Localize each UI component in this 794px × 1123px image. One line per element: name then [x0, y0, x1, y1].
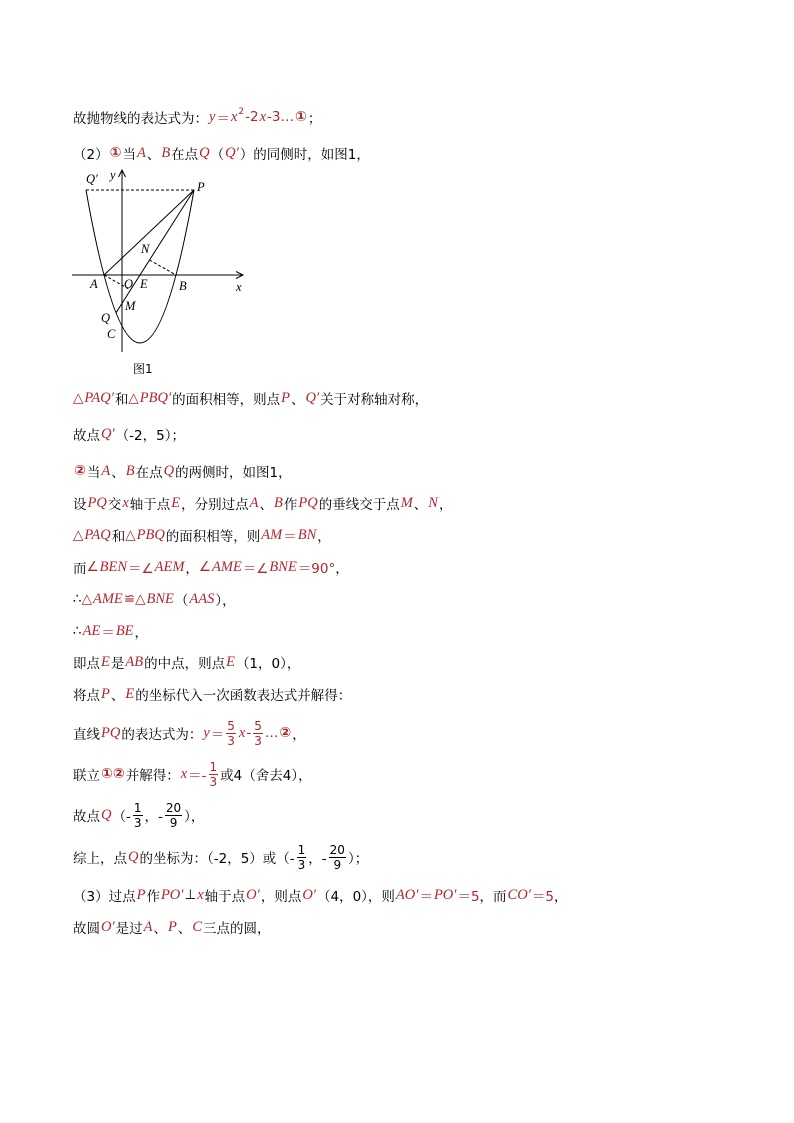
math-symbol: ∠	[86, 559, 99, 575]
text-run: 的面积相等，则点	[172, 392, 281, 408]
math-variable: B	[161, 144, 171, 161]
math-variable: E	[171, 494, 181, 511]
math-variable: PO′	[160, 886, 184, 903]
text-run: ，	[335, 561, 349, 577]
text-run: （1，0），	[235, 656, 301, 672]
text-run: 、	[177, 921, 192, 937]
fraction	[297, 843, 307, 872]
math-variable: x	[259, 108, 267, 125]
text-run: 故点	[73, 428, 100, 444]
text-run: 的坐标代入一次函数表达式并解得：	[135, 688, 352, 704]
exponent: 2	[238, 107, 245, 117]
math-symbol: ＝	[419, 889, 433, 905]
solution-line	[73, 525, 331, 545]
text-run: 、	[111, 465, 125, 481]
math-variable: B	[125, 462, 135, 479]
fraction-numerator: 1	[297, 842, 306, 857]
math-symbol: △	[73, 390, 84, 406]
math-variable: A	[143, 918, 153, 935]
math-variable: P	[281, 389, 290, 406]
math-variable: y	[209, 108, 216, 125]
text-run: 关于对称轴对称，	[320, 392, 429, 408]
segment-pa	[104, 190, 194, 275]
text-run: （	[210, 147, 225, 163]
math-variable: B	[274, 494, 283, 511]
math-symbol: ＝∠	[128, 561, 154, 577]
solution-line	[73, 756, 312, 792]
math-symbol: ＝90°	[297, 561, 336, 577]
text-run: 的两侧时，如图1，	[175, 465, 292, 481]
perpendicular-bn	[150, 260, 177, 275]
text-run: 交	[107, 497, 122, 513]
text-run: ，-	[144, 809, 163, 825]
text-run: 和	[114, 392, 129, 408]
math-variable: x	[197, 886, 204, 903]
text-run: 、	[153, 921, 168, 937]
solution-line	[73, 885, 567, 905]
solution-line	[73, 589, 236, 609]
text-run: （4，0），则	[316, 889, 395, 905]
math-variable: PAQ	[84, 526, 111, 543]
text-run: 的坐标为：（-2，5）或（-	[139, 851, 295, 867]
text-run: ∴	[73, 591, 82, 607]
text-run: ，	[553, 889, 568, 905]
text-run: 或4（舍去4），	[220, 768, 312, 784]
math-variable: AB	[125, 653, 144, 670]
circled-number: ①②	[101, 766, 125, 782]
fraction-numerator: 5	[254, 718, 262, 733]
math-variable: N	[428, 494, 438, 511]
math-symbol: ≌△	[123, 591, 146, 607]
math-variable: y	[203, 724, 210, 741]
text-run: 综上，点	[73, 851, 127, 867]
fraction-denominator: 3	[133, 815, 142, 830]
label-n: N	[141, 242, 150, 256]
math-symbol: ＝	[283, 529, 297, 545]
math-variable: AAS	[189, 590, 215, 607]
math-variable: BNE	[146, 590, 174, 607]
label-e: E	[140, 277, 148, 291]
math-variable: Q	[128, 848, 139, 865]
math-symbol: …	[264, 725, 279, 741]
text-run: ，而	[479, 889, 507, 905]
math-symbol: ＝	[210, 727, 225, 743]
math-variable: x	[230, 108, 238, 125]
math-symbol: △	[128, 390, 139, 406]
math-variable: x	[180, 765, 188, 782]
text-run: 在点	[135, 465, 163, 481]
math-variable: C	[192, 918, 203, 935]
text-run: ），	[184, 809, 205, 825]
text-run: 而	[73, 561, 87, 577]
math-variable: BEN	[99, 558, 127, 575]
solution-line	[73, 652, 300, 672]
solution-line	[73, 557, 349, 577]
label-x-axis: x	[236, 280, 242, 294]
text-run: ，-	[308, 851, 327, 867]
text-run: 、	[146, 147, 161, 163]
math-variable: AME	[212, 558, 242, 575]
math-symbol: △	[73, 527, 84, 543]
fraction	[226, 719, 236, 748]
math-variable: O′	[246, 886, 260, 903]
math-symbol: -3…	[267, 109, 294, 125]
fraction-denominator: 3	[297, 857, 306, 872]
text-run: ，	[317, 529, 331, 545]
solution-line	[73, 143, 370, 163]
text-run: ），	[215, 593, 236, 609]
text-run: ；	[307, 111, 322, 127]
math-variable: BNE	[269, 558, 297, 575]
math-variable: P	[101, 685, 110, 702]
text-run: 是	[110, 656, 125, 672]
text-run: 三点的圆，	[203, 921, 271, 937]
text-run: ，	[292, 727, 306, 743]
text-run: 、	[291, 392, 305, 408]
circled-number: ②	[74, 463, 86, 479]
math-variable: M	[400, 494, 413, 511]
solution-line	[73, 621, 148, 641]
math-symbol: ＝5	[531, 889, 554, 905]
fraction-numerator: 20	[165, 800, 182, 815]
math-symbol: ＝5	[457, 889, 480, 905]
text-run: （2）	[73, 147, 109, 163]
math-symbol: ∠	[198, 559, 212, 575]
text-run: 设	[73, 497, 87, 513]
math-variable: AME	[92, 590, 123, 607]
math-variable: Q′	[101, 425, 115, 442]
label-c: C	[107, 327, 116, 341]
fraction-numerator: 20	[329, 842, 345, 857]
text-run: ，	[185, 561, 199, 577]
text-run: 、	[110, 688, 125, 704]
text-run: 当	[122, 147, 136, 163]
circled-number: ①	[294, 109, 307, 125]
segment-pq	[116, 190, 194, 313]
math-symbol: ＝∠	[242, 561, 269, 577]
text-run: 故圆	[73, 921, 100, 937]
math-variable: P	[136, 886, 146, 903]
solution-line	[73, 107, 321, 127]
label-m: M	[125, 299, 136, 313]
fraction-denominator: 3	[254, 733, 262, 748]
text-run: ，	[134, 625, 149, 641]
fraction	[133, 801, 143, 830]
text-run: ）；	[347, 851, 369, 867]
text-run: 的面积相等，则	[165, 529, 261, 545]
text-run: 故抛物线的表达式为：	[73, 111, 208, 127]
math-variable: BN	[297, 526, 317, 543]
text-run: ，分别过点	[181, 497, 249, 513]
math-variable: Q′	[305, 389, 320, 406]
text-run: （-	[112, 809, 131, 825]
text-run: （-2，5）；	[115, 428, 185, 444]
text-run: 即点	[73, 656, 100, 672]
label-o: O	[124, 277, 134, 291]
fraction	[165, 801, 182, 830]
math-variable: AE	[82, 622, 101, 639]
solution-line	[73, 917, 271, 937]
text-run: 、	[259, 497, 273, 513]
solution-line	[73, 839, 368, 875]
solution-line	[73, 493, 452, 513]
math-variable: Q	[199, 144, 210, 161]
text-run: ，则点	[260, 889, 302, 905]
fraction-numerator: 5	[227, 718, 235, 733]
math-variable: AM	[261, 526, 283, 543]
text-run: 当	[86, 465, 101, 481]
text-run: ⊥	[184, 887, 197, 903]
text-run: 的垂线交于点	[318, 497, 400, 513]
math-symbol: ＝	[101, 625, 115, 641]
fraction	[209, 760, 219, 789]
math-variable: Q	[101, 806, 112, 823]
fraction-denominator: 9	[333, 857, 342, 872]
fraction-denominator: 9	[169, 815, 178, 830]
figure-caption: 图1	[133, 362, 153, 376]
text-run: （	[174, 593, 189, 609]
solution-line	[73, 461, 292, 481]
math-variable: PQ	[298, 494, 318, 511]
math-variable: PQ	[101, 724, 121, 741]
text-run: 作	[146, 889, 160, 905]
math-variable: E	[226, 653, 235, 670]
label-p: P	[197, 180, 205, 194]
math-variable: O′	[101, 918, 115, 935]
text-run: ，	[438, 497, 453, 513]
label-a: A	[90, 277, 98, 291]
text-run: 的中点，则点	[144, 656, 226, 672]
fraction	[253, 719, 263, 748]
text-run: 故点	[73, 809, 100, 825]
text-run: 和	[111, 529, 126, 545]
math-symbol: △	[125, 527, 136, 543]
solution-line	[73, 424, 185, 444]
math-symbol: -2	[245, 109, 259, 125]
label-q: Q	[101, 311, 111, 325]
math-variable: P	[168, 918, 177, 935]
text-run: 作	[283, 497, 298, 513]
math-variable: CO′	[507, 886, 531, 903]
math-variable: AEM	[154, 558, 185, 575]
math-variable: PAQ′	[84, 389, 114, 406]
math-variable: PO′	[433, 886, 457, 903]
text-run: ）的同侧时，如图1，	[239, 147, 370, 163]
text-run: 是过	[115, 921, 143, 937]
math-variable: O′	[302, 886, 316, 903]
math-variable: PQ	[87, 494, 107, 511]
circled-number: ②	[279, 725, 292, 741]
fraction-numerator: 1	[209, 759, 218, 774]
math-symbol: ＝-	[188, 768, 207, 784]
text-run: （3）过点	[73, 889, 136, 905]
math-symbol: △	[81, 591, 92, 607]
solution-line	[73, 684, 351, 704]
text-run: 轴于点	[129, 497, 171, 513]
circled-number: ①	[109, 145, 122, 161]
math-variable: x	[122, 494, 129, 511]
solution-line	[73, 388, 428, 408]
text-run: 将点	[73, 688, 100, 704]
solution-line	[73, 797, 204, 833]
math-variable: BE	[115, 622, 134, 639]
math-variable: AO′	[395, 886, 419, 903]
label-y-axis: y	[110, 168, 116, 182]
solution-line	[73, 715, 306, 751]
text-run: 直线	[73, 727, 100, 743]
math-variable: A	[101, 462, 111, 479]
math-variable: A	[136, 144, 146, 161]
text-run: 并解得：	[125, 768, 180, 784]
text-run: 的表达式为：	[121, 727, 203, 743]
math-variable: A	[249, 494, 259, 511]
label-b: B	[179, 279, 187, 293]
fraction-numerator: 1	[133, 800, 142, 815]
math-symbol: ＝	[216, 111, 230, 127]
text-run: 轴于点	[204, 889, 246, 905]
fraction	[329, 843, 346, 872]
text-run: ∴	[73, 623, 82, 639]
text-run: 、	[413, 497, 428, 513]
math-variable: PBQ′	[139, 389, 172, 406]
figure-1-parabola	[0, 0, 794, 400]
fraction-denominator: 3	[209, 774, 218, 789]
math-variable: x	[238, 724, 246, 741]
math-variable: E	[101, 653, 110, 670]
text-run: 在点	[171, 147, 199, 163]
label-q-prime: Q′	[86, 172, 98, 186]
math-variable: Q	[163, 462, 175, 479]
text-run: 联立	[73, 768, 100, 784]
math-variable: Q′	[225, 144, 239, 161]
math-variable: PBQ	[136, 526, 165, 543]
math-variable: E	[125, 685, 135, 702]
fraction-denominator: 3	[227, 733, 235, 748]
math-symbol: -	[246, 725, 252, 741]
